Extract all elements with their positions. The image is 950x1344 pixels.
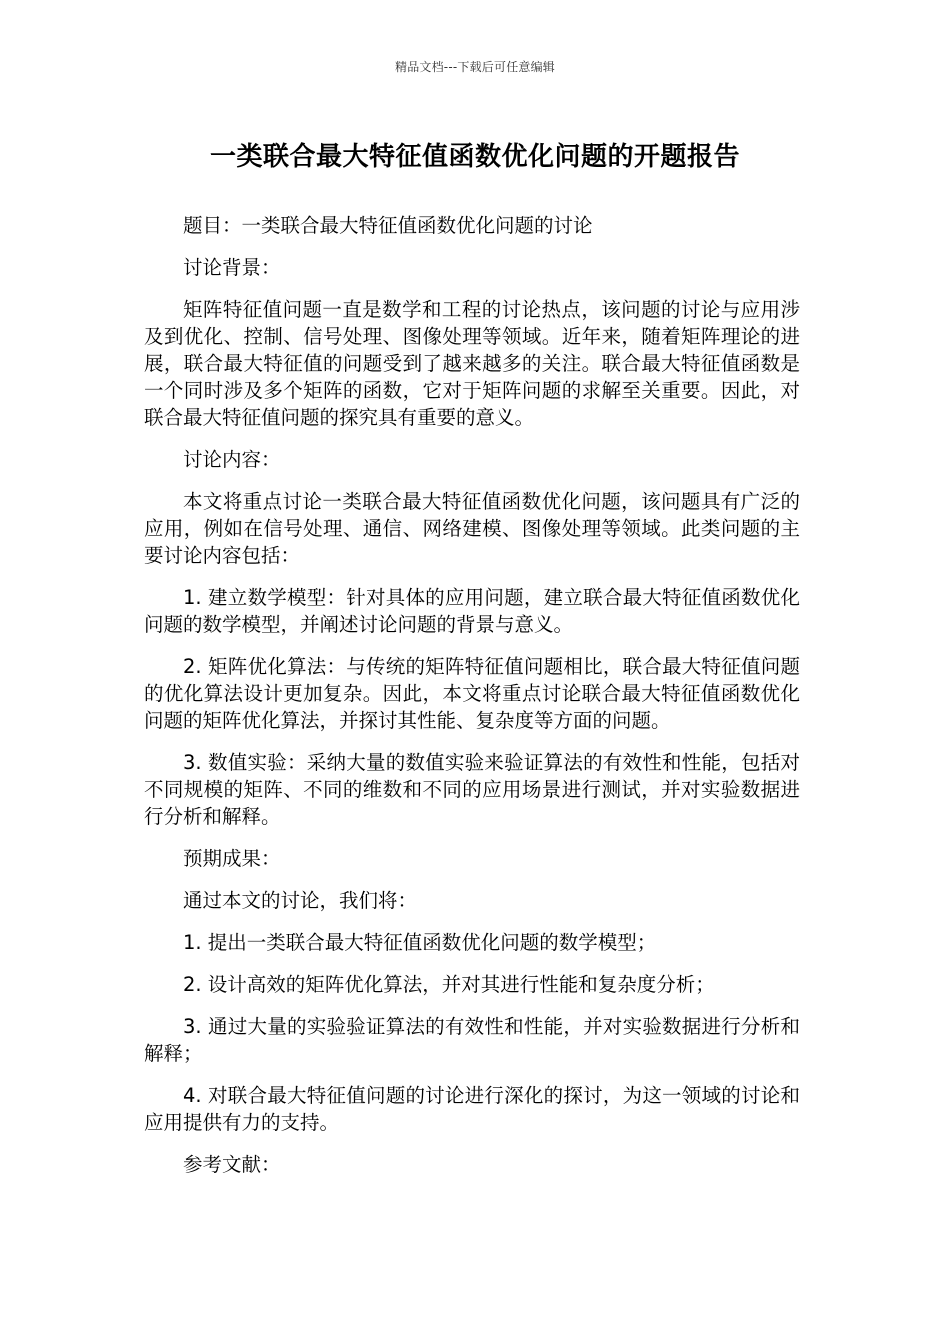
result-item-2: 2. 设计高效的矩阵优化算法，并对其进行性能和复杂度分析； [183,973,715,996]
section-heading-results: 预期成果： [183,847,281,870]
document-title: 一类联合最大特征值函数优化问题的开题报告 [209,142,740,172]
content-item-1: 1. 建立数学模型：针对具体的应用问题，建立联合最大特征值函数优化问题的数学模型，并阐述讨论问题的背景与意义。 [144,586,800,636]
content-intro-paragraph: 本文将重点讨论一类联合最大特征值函数优化问题，该问题具有广泛的应用，例如在信号处理、通信、网络建模、图像处理等领域。此类问题的主要讨论内容包括： [144,490,800,567]
content-item-3: 3. 数值实验：采纳大量的数值实验来验证算法的有效性和性能，包括对不同规模的矩阵、不同的维数和不同的应用场景进行测试，并对实验数据进行分析和解释。 [144,751,800,828]
result-item-3: 3. 通过大量的实验验证算法的有效性和性能，并对实验数据进行分析和解释； [144,1015,800,1065]
page-header: 精品文档---下载后可任意编辑 [395,60,555,74]
result-item-1: 1. 提出一类联合最大特征值函数优化问题的数学模型； [183,931,657,954]
document-body [144,212,800,1193]
result-item-4: 4. 对联合最大特征值问题的讨论进行深化的探讨，为这一领域的讨论和应用提供有力的支持。 [144,1084,800,1134]
results-intro: 通过本文的讨论，我们将： [183,889,418,912]
section-heading-background: 讨论背景： [183,256,281,279]
section-heading-content: 讨论内容： [183,448,281,471]
content-item-2: 2. 矩阵优化算法：与传统的矩阵特征值问题相比，联合最大特征值问题的优化算法设计更加复杂。因此，本文将重点讨论联合最大特征值函数优化问题的矩阵优化算法，并探讨其性能、复杂度等方面的问题。 [144,655,800,732]
background-paragraph: 矩阵特征值问题一直是数学和工程的讨论热点，该问题的讨论与应用涉及到优化、控制、信号处理、图像处理等领域。近年来，随着矩阵理论的进展，联合最大特征值的问题受到了越来越多的关注。联合最大特征值函数是一个同时涉及多个矩阵的函数，它对于矩阵问题的求解至关重要。因此，对联合最大特征值问题的探究具有重要的意义。 [144,298,800,429]
topic-line: 题目：一类联合最大特征值函数优化问题的讨论 [183,214,593,237]
section-heading-references: 参考文献： [183,1153,281,1176]
